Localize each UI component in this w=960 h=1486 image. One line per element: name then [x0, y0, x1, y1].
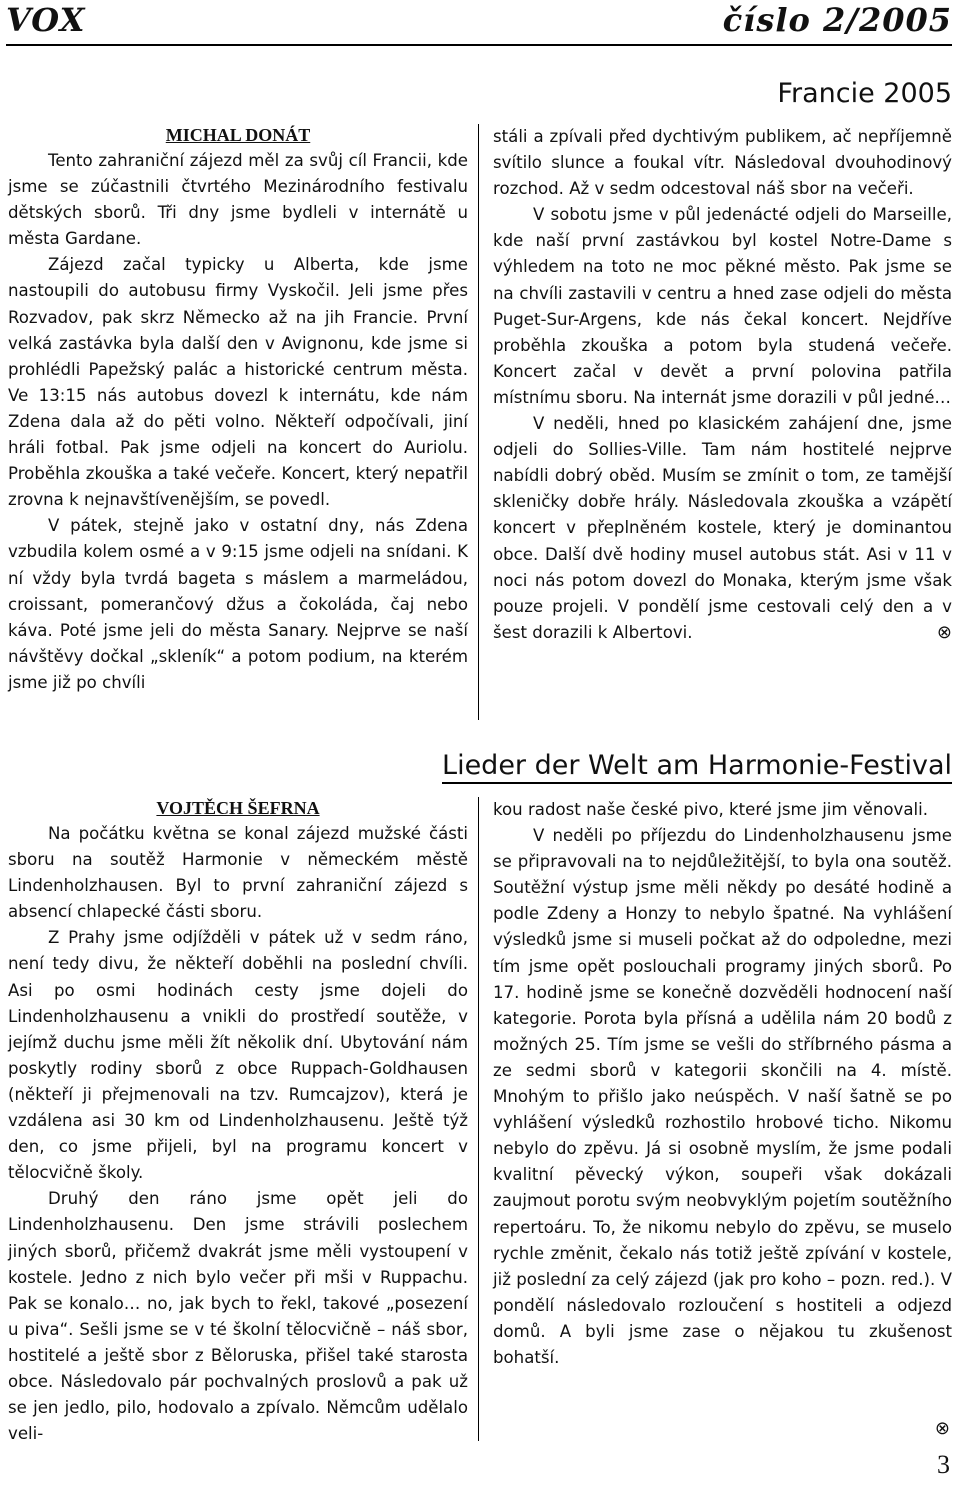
paragraph: V pátek, stejně jako v ostatní dny, nás Zdena vzbudila kolem osmé a v 9:15 jsme odjeli na snídani. K ní vždy byla tvrdá bageta s máslem a marmeládou, croissant, pomerančový džus a čokoláda, čaj nebo káva. Poté jsme jeli do města Sanary. Nejprve se naší návštěvy dočkal „skleník“ a potom podium, na kterém jsme již po chvíli — [8, 516, 468, 692]
article-1-author: MICHAL DONÁT — [165, 125, 311, 145]
article-2-left-column — [8, 797, 479, 1444]
paragraph: Tento zahraniční zájezd měl za svůj cíl Francii, kde jsme se zúčastnili čtvrtého Mezinárodního festivalu dětských sborů. Tři dny jsme bydleli v internátě u města Gardane. — [8, 151, 468, 249]
article-2-author: VOJTĚCH ŠEFRNA — [156, 798, 320, 818]
masthead — [6, 0, 952, 46]
article-1-title: Francie 2005 — [777, 78, 952, 109]
end-mark-icon: ⊗ — [936, 621, 952, 643]
paragraph: kou radost naše české pivo, které jsme jim věnovali. — [493, 800, 929, 819]
paragraph: V sobotu jsme v půl jedenácté odjeli do Marseille, kde naší první zastávkou byl kostel Notre-Dame s výhledem na toto ne moc pěkné město. Pak jsme se na chvíli zastavili v centru a hned zase odjeli do města Puget-Sur-Argens, kde nás čekal koncert. Nejdříve proběhla zkouška a potom byla studená večeře. Koncert začal v devět a první polovina patřila místnímu sboru. Na internát jsme dorazili v půl jedné… — [493, 205, 952, 407]
article-2-right-column — [493, 797, 952, 1441]
paragraph: Druhý den ráno jsme opět jeli do Lindenholzhausenu. Den jsme strávili poslechem jiných sborů, přičemž dvakrát jsme měli vystoupení v kostele. Jedno z nich bylo večer při mši v Ruppachu. Pak se konalo… no, jak bych to řekl, takové „posezení u piva“. Sešli jsme se v té školní tělocvičně – náš sbor, hostitelé a ještě sbor z Běloruska, přišel také starosta obce. Následovalo pár pochvalných proslovů a pak už se jen jedlo, pilo, hodovalo a zpívalo. Němcům udělalo veli- — [8, 1189, 468, 1444]
paragraph-text: V neděli, hned po klasickém zahájení dne, jsme odjeli do Sollies-Ville. Tam nám hostitelé nejprve nabídli dobrý oběd. Musím se zmínit o tom, ze tamější skleničky dobře hrály. Následovala zkouška a vzápětí koncert v přeplněném kostele, který je dominantou obce. Další dvě hodiny musel autobus stát. Asi v 11 v noci nás potom dovezl do Monaka, kterým jsme však pouze projeli. V pondělí jsme cestovali celý den a v šest dorazili k Albertovi. — [493, 414, 952, 642]
end-mark-icon: ⊗ — [934, 1418, 950, 1439]
article-1-left-column — [8, 124, 479, 720]
paragraph: Zájezd začal typicky u Alberta, kde jsme nastoupili do autobusu firmy Vyskočil. Jeli jsme přes Rozvadov, pak skrz Německo až na jih Francie. První velká zastávka byla další den v Avignonu, kde jsme si prohlédli Papežský palác a historické centrum města. Ve 13:15 nás autobus dovezl k internátu, kde nám Zdena dala až do pěti volno. Někteří odpočívali, jiní hráli fotbal. Pak jsme odjeli na koncert do Auriolu. Proběhla zkouška a také večeře. Koncert, který nepatřil zrovna k nejnavštívenějším, se povedl. — [8, 255, 468, 510]
article-2-title: Lieder der Welt am Harmonie-Festival — [442, 750, 952, 784]
paragraph: Z Prahy jsme odjížděli v pátek už v sedm ráno, není tedy divu, že někteří doběhli na poslední chvíli. Asi po osmi hodinách cesty jsme dojeli do Lindenholzhausenu a vnikli do prostředí soutěže, v jejímž duchu jsme měli žít několik dní. Ubytování nám poskytly rodiny sborů z obce Ruppach-Goldhausen (někteří ji přejmenovali na tzv. Rumcajzov), která je vzdálena asi 30 km od Lindenholzhausenu. Ještě týž den, co jsme přijeli, byl na programu koncert v tělocvičně školy. — [8, 928, 468, 1183]
page-number: 3 — [937, 1450, 950, 1479]
paragraph — [493, 411, 952, 646]
paragraph: V neděli po příjezdu do Lindenholzhausenu jsme se připravovali na to nejdůležitější, to byla ona soutěž. Soutěžní výstup jsme měli někdy po desáté hodině a podle Zdeny a Honzy to nebylo špatné. Na vyhlášení výsledků jsme si museli počkat až do odpoledne, mezi tím jsme opět poslouchali programy jiných sborů. Po 17. hodině jsme se konečně dozvěděli hodnocení naší kategorie. Porota byla přísná a udělila nám 20 bodů z možných 25. Tím jsme se vešli do stříbrného pásma a ze sedmi sborů v kategorii skončili na 4. místě. Mnohým to přišlo jako neúspěch. V naší šatně se po vyhlášení výsledků rozhostilo hrobové ticho. Nikomu nebylo do zpěvu. Já si osobně myslím, že jsme podali kvalitní pěvecký výkon, soupeři však dokázali zaujmout porotu svým neobvyklým pojetím soutěžního repertoáru. To, že nikomu nebylo do zpěvu, se muselo rychle změnit, čekalo nás totiž ještě zpívání v kostele, již poslední za celý zájezd (jak pro koho – pozn. red.). V pondělí následovalo rozloučení s hostiteli a odjezd domů. A byli jsme zase o nějakou tu zkušenost bohatší. — [493, 826, 952, 1367]
paragraph: stáli a zpívali před dychtivým publikem, ač nepříjemně svítilo slunce a foukal vítr. Následoval dvouhodinový rozchod. Až v sedm odcestoval náš sbor na večeři. — [493, 127, 952, 199]
paragraph: Na počátku května se konal zájezd mužské části sboru na soutěž Harmonie v německém městě Lindenholzhausen. Byl to první zahraniční zájezd s absencí chlapecké části sboru. — [8, 824, 468, 922]
issue-number: číslo 2/2005 — [722, 1, 952, 39]
magazine-title: VOX — [6, 1, 86, 39]
article-1-right-column — [493, 124, 952, 720]
